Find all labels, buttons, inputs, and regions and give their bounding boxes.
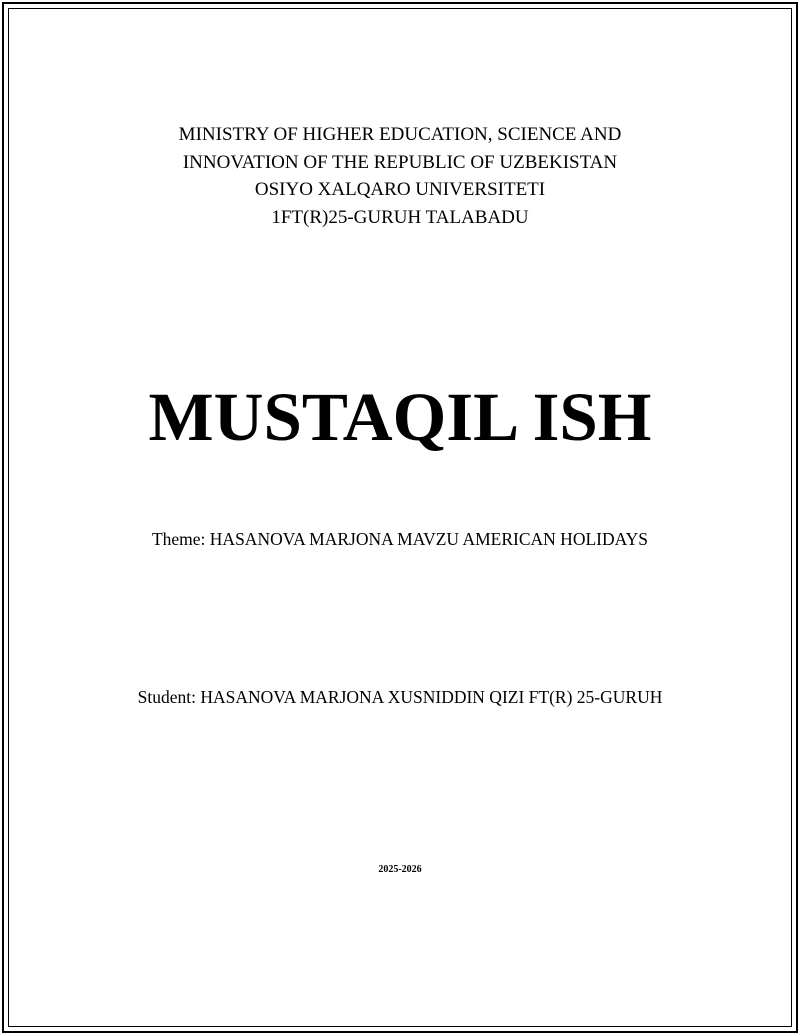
student-label: Student: (137, 687, 196, 707)
document-title: MUSTAQIL ISH (148, 379, 652, 455)
theme-line (0, 527, 800, 551)
institution-header (0, 121, 800, 231)
academic-year: 2025-2026 (378, 864, 422, 875)
student-line (0, 685, 800, 709)
theme-label: Theme: (151, 529, 206, 549)
theme-value: HASANOVA MARJONA MAVZU AMERICAN HOLIDAYS (209, 529, 649, 549)
header-line-ministry: MINISTRY OF HIGHER EDUCATION, SCIENCE AND (178, 124, 622, 145)
header-line-innovation: INNOVATION OF THE REPUBLIC OF UZBEKISTAN (182, 151, 618, 173)
header-line-university: OSIYO XALQARO UNIVERSITETI (254, 179, 546, 200)
header-line-group: 1FT(R)25-GURUH TALABADU (271, 206, 529, 228)
student-value: HASANOVA MARJONA XUSNIDDIN QIZI FT(R) 25-GURUH (200, 687, 663, 707)
